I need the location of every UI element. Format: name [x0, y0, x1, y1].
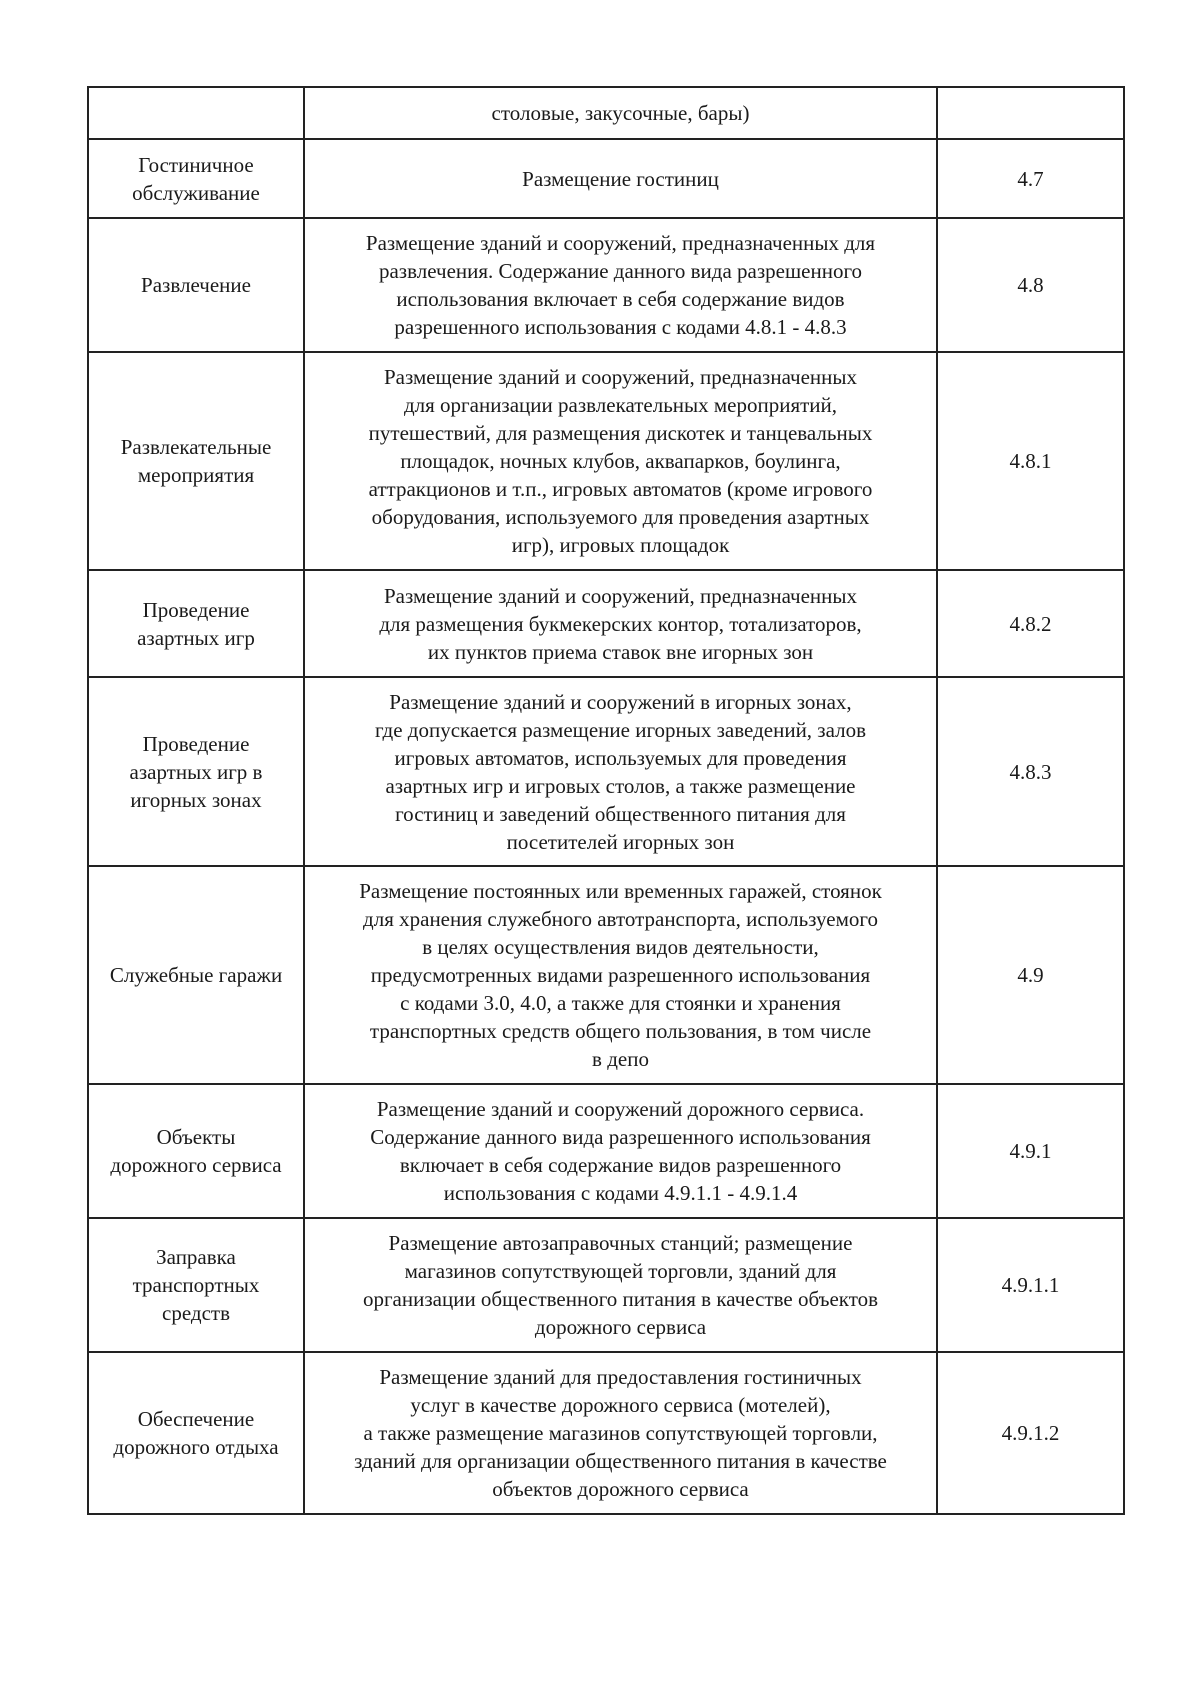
use-name-cell: Развлекательные мероприятия: [88, 352, 304, 570]
use-description-cell: Размещение зданий и сооружений дорожного сервиса. Содержание данного вида разрешенного использования включает в себя содержание видов разрешенного использования с кодами 4.9.1.1 - 4.9.1.4: [304, 1084, 937, 1218]
use-description-cell: Размещение постоянных или временных гаражей, стоянок для хранения служебного автотранспорта, используемого в целях осуществления видов деятельности, предусмотренных видами разрешенного использования с кодами 3.0, 4.0, а также для стоянки и хранения транспортных средств общего пользования, в том числе в депо: [304, 866, 937, 1084]
use-description-cell: Размещение зданий и сооружений в игорных зонах, где допускается размещение игорных заведений, залов игровых автоматов, используемых для проведения азартных игр и игровых столов, а также размещение гостиниц и заведений общественного питания для посетителей игорных зон: [304, 677, 937, 866]
use-code-cell: 4.9.1: [937, 1084, 1124, 1218]
use-description-cell: Размещение зданий и сооружений, предназначенных для размещения букмекерских контор, тотализаторов, их пунктов приема ставок вне игорных зон: [304, 570, 937, 677]
table-row: [88, 677, 1124, 866]
use-description-cell: Размещение зданий для предоставления гостиничных услуг в качестве дорожного сервиса (мотелей), а также размещение магазинов сопутствующей торговли, зданий для организации общественного питания в качестве объектов дорожного сервиса: [304, 1352, 937, 1514]
use-description-cell: Размещение автозаправочных станций; размещение магазинов сопутствующей торговли, зданий для организации общественного питания в качестве объектов дорожного сервиса: [304, 1218, 937, 1352]
table-row: [88, 570, 1124, 677]
use-name-cell: [88, 87, 304, 139]
use-description-cell: Размещение зданий и сооружений, предназначенных для организации развлекательных мероприятий, путешествий, для размещения дискотек и танцевальных площадок, ночных клубов, аквапарков, боулинга, аттракционов и т.п., игровых автоматов (кроме игрового оборудования, используемого для проведения азартных игр), игровых площадок: [304, 352, 937, 570]
use-description-cell: Размещение зданий и сооружений, предназначенных для развлечения. Содержание данного вида разрешенного использования включает в себя содержание видов разрешенного использования с кодами 4.8.1 - 4.8.3: [304, 218, 937, 352]
use-description-cell: столовые, закусочные, бары): [304, 87, 937, 139]
use-name-cell: Проведение азартных игр в игорных зонах: [88, 677, 304, 866]
use-code-cell: 4.8.2: [937, 570, 1124, 677]
table-row: [88, 866, 1124, 1084]
use-code-cell: 4.9.1.1: [937, 1218, 1124, 1352]
use-code-cell: 4.7: [937, 139, 1124, 218]
table-row: [88, 1218, 1124, 1352]
use-name-cell: Развлечение: [88, 218, 304, 352]
use-code-cell: 4.9: [937, 866, 1124, 1084]
table-row: [88, 1352, 1124, 1514]
use-description-cell: Размещение гостиниц: [304, 139, 937, 218]
use-name-cell: Заправка транспортных средств: [88, 1218, 304, 1352]
land-use-table: [87, 86, 1125, 1515]
use-name-cell: Служебные гаражи: [88, 866, 304, 1084]
use-name-cell: Объекты дорожного сервиса: [88, 1084, 304, 1218]
use-code-cell: 4.9.1.2: [937, 1352, 1124, 1514]
table-row: [88, 87, 1124, 139]
use-code-cell: 4.8.3: [937, 677, 1124, 866]
use-code-cell: [937, 87, 1124, 139]
table-row: [88, 139, 1124, 218]
use-name-cell: Гостиничное обслуживание: [88, 139, 304, 218]
use-name-cell: Обеспечение дорожного отдыха: [88, 1352, 304, 1514]
table-row: [88, 352, 1124, 570]
table-row: [88, 218, 1124, 352]
use-code-cell: 4.8.1: [937, 352, 1124, 570]
use-name-cell: Проведение азартных игр: [88, 570, 304, 677]
use-code-cell: 4.8: [937, 218, 1124, 352]
table-row: [88, 1084, 1124, 1218]
